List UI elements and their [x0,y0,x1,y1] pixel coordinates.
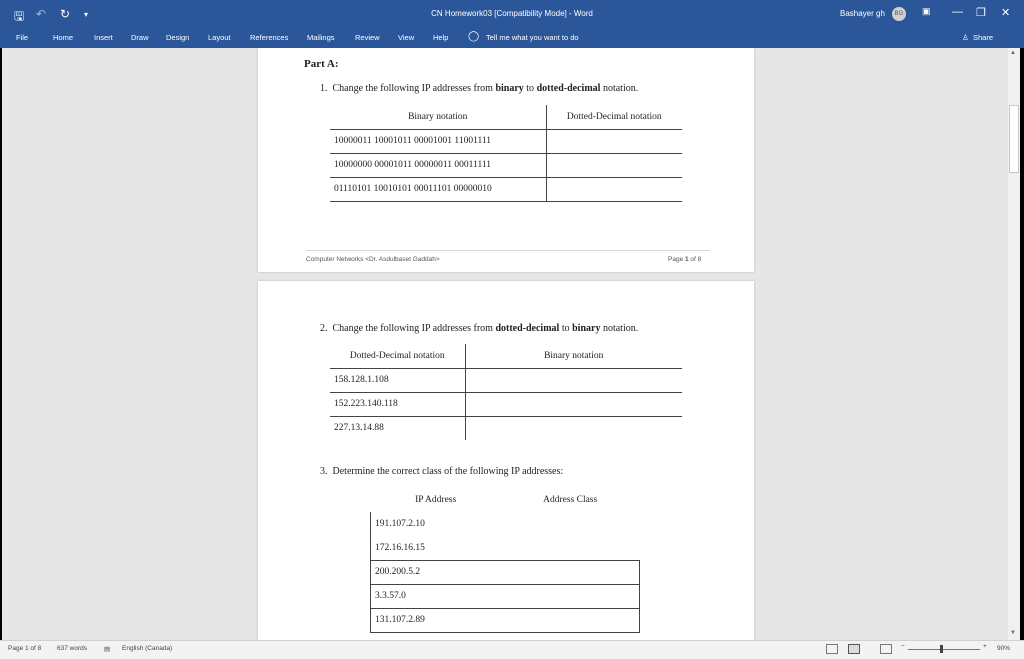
table-cell[interactable] [465,368,682,392]
table-cell[interactable]: 227.13.14.88 [330,416,465,440]
tab-layout[interactable]: Layout [208,33,231,42]
proofing-icon[interactable]: ▤ [104,646,111,653]
minimize-icon[interactable]: — [952,6,963,18]
question-2-text-mid: to [559,323,573,334]
close-icon[interactable]: ✕ [1001,7,1011,19]
table-cell[interactable]: 172.16.16.15 [371,536,501,560]
question-2-number: 2. [320,323,328,334]
tab-references[interactable]: References [250,33,289,42]
decimal-to-binary-table [330,344,682,440]
word-count[interactable]: 637 words [57,645,87,652]
document-page-1[interactable] [258,48,754,272]
table-cell[interactable] [546,153,682,177]
table-cell[interactable] [501,560,640,584]
table-cell[interactable]: 158.128.1.108 [330,368,465,392]
table-cell[interactable] [465,416,682,440]
question-2-text: Change the following IP addresses from [332,323,496,334]
share-icon: ♙ [962,33,969,42]
table-header: Dotted-Decimal notation [546,105,682,129]
zoom-slider[interactable] [908,649,980,650]
table-row [371,584,640,608]
table-cell[interactable] [546,129,682,153]
footer-divider [306,250,710,251]
table-cell[interactable] [501,584,640,608]
window-title: CN Homework03 [Compatibility Mode] - Word [431,9,593,18]
scroll-up-icon[interactable]: ▲ [1010,50,1016,56]
table-cell[interactable]: 152.223.140.118 [330,392,465,416]
table-row [371,560,640,584]
table-cell[interactable]: 3.3.57.0 [371,584,501,608]
question-2-bold-from: dotted-decimal [495,323,560,334]
scrollbar-thumb[interactable] [1009,105,1019,173]
table-cell[interactable]: 191.107.2.10 [371,512,501,536]
print-layout-icon[interactable] [848,644,860,654]
footer-page-current: 1 [685,256,689,263]
tab-home[interactable]: Home [53,33,74,42]
scroll-down-icon[interactable]: ▼ [1010,630,1016,636]
question-1-text: Change the following IP addresses from [332,83,496,94]
save-icon[interactable]: 🖫 [14,9,25,23]
table-row [330,129,682,153]
table-row [371,608,640,632]
vertical-scrollbar[interactable] [1008,48,1020,640]
question-2-text-end: notation. [600,323,639,334]
tab-view[interactable]: View [398,33,415,42]
status-bar [0,640,1024,659]
zoom-level[interactable]: 90% [997,645,1011,652]
table-cell[interactable]: 131.107.2.89 [371,608,501,632]
table-cell[interactable]: 200.200.5.2 [371,560,501,584]
tab-design[interactable]: Design [166,33,190,42]
tab-mailings[interactable]: Mailings [307,33,335,42]
footer-page-total: of 8 [688,256,702,263]
tab-insert[interactable]: Insert [94,33,113,42]
share-button[interactable]: Share [973,33,994,42]
language[interactable]: English (Canada) [122,645,173,652]
document-page-2[interactable] [258,281,754,640]
tab-help[interactable]: Help [433,33,449,42]
zoom-out-icon[interactable]: − [901,643,905,650]
user-name[interactable]: Bashayer gh [840,9,885,18]
table-row [371,536,640,560]
question-1-bold-to: dotted-decimal [536,83,601,94]
tab-draw[interactable]: Draw [131,33,149,42]
ip-class-table [370,488,640,633]
title-bar [0,0,1024,30]
zoom-in-icon[interactable]: + [983,643,987,650]
table-row [330,368,682,392]
table-cell[interactable] [501,536,640,560]
tab-review[interactable]: Review [355,33,380,42]
footer-page-label: Page [668,256,685,263]
footer-course: Computer Networks <Dr. Asdulbaset Gaddah> [306,256,440,263]
zoom-slider-knob[interactable] [940,645,943,653]
table-cell[interactable]: 01110101 10010101 00011101 00000010 [330,177,546,201]
ribbon-tabs [0,30,1024,48]
page-count[interactable]: Page 1 of 8 [8,645,42,652]
question-3 [320,466,563,477]
question-3-text: Determine the correct class of the following IP addresses: [332,466,564,477]
part-heading: Part A: [304,58,339,70]
table-cell[interactable] [501,608,640,632]
undo-icon[interactable]: ↶ [36,7,47,21]
table-header: Address Class [543,495,598,505]
question-2-bold-to: binary [572,323,601,334]
table-header: Binary notation [330,105,546,129]
question-1-text-mid: to [523,83,537,94]
restore-icon[interactable]: ❐ [976,7,986,19]
question-1-number: 1. [320,83,328,94]
question-2 [320,323,638,334]
table-cell[interactable]: 10000000 00001011 00000011 00011111 [330,153,546,177]
window-edge [1020,48,1024,640]
table-row [371,512,640,536]
table-cell[interactable]: 10000011 10001011 00001001 11001111 [330,129,546,153]
footer-page-number [668,256,701,263]
table-header: IP Address [415,495,457,505]
question-1-text-end: notation. [600,83,639,94]
ribbon-display-options-icon[interactable]: ▣ [922,6,931,16]
customize-quick-access-icon[interactable]: ▾ [84,10,89,19]
read-mode-icon[interactable] [826,644,838,654]
table-row [330,416,682,440]
question-1 [320,83,638,94]
table-row [330,153,682,177]
avatar[interactable]: BG [892,7,906,21]
lightbulb-icon: ◯ [468,31,480,42]
binary-to-decimal-table [330,105,682,202]
table-cell[interactable] [546,177,682,201]
tab-file[interactable]: File [16,33,29,42]
question-3-number: 3. [320,466,328,477]
table-cell[interactable] [465,392,682,416]
question-1-bold-from: binary [495,83,524,94]
web-layout-icon[interactable] [880,644,892,654]
table-header: Dotted-Decimal notation [330,344,465,368]
document-canvas[interactable] [2,48,1008,640]
table-cell[interactable] [501,512,640,536]
redo-icon[interactable]: ↻ [60,7,71,21]
table-row [330,392,682,416]
table-header: Binary notation [465,344,682,368]
table-row [330,177,682,201]
tell-me-search[interactable]: Tell me what you want to do [486,33,579,42]
